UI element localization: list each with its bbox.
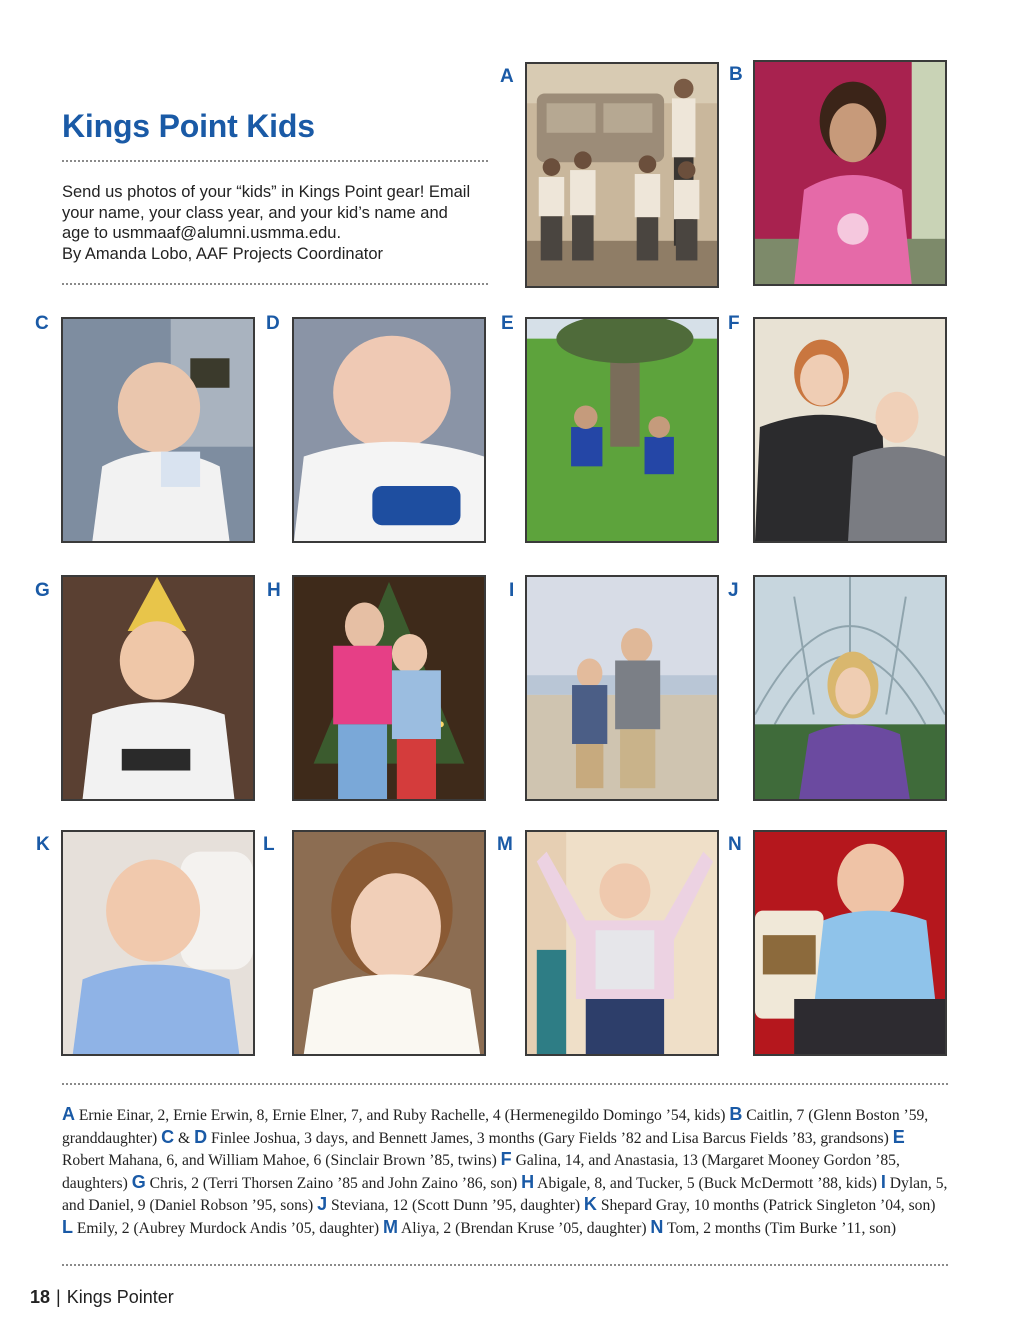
photo-label-i: I [509,580,515,601]
caption-letter-h: H [521,1171,535,1192]
photo-l [292,830,486,1056]
caption-letter-b: B [729,1104,743,1124]
page-number: 18 [30,1287,51,1307]
photo-i [525,575,719,801]
caption-letter-j: J [317,1194,328,1215]
photo-label-l: L [263,834,275,855]
intro-line: Send us photos of your “kids” in Kings Point gear! Email [62,183,471,201]
photo-label-d: D [266,313,280,334]
photo-label-f: F [728,313,740,334]
intro-byline: By Amanda Lobo, AAF Projects Coordinator [62,244,384,263]
caption-text-e: Robert Mahana, 6, and William Mahoe, 6 (Sinclair Brown ’85, twins) [62,1152,501,1170]
photo-label-j: J [728,580,739,601]
photo-b [753,60,947,286]
page-footer [30,1287,174,1308]
caption-text-k: Shepard Gray, 10 months (Patrick Singleton ’04, son) [596,1197,936,1215]
photo-e [525,317,719,543]
divider-bottom [62,1264,948,1266]
photo-k [61,830,255,1056]
caption-text-c: & [174,1129,195,1147]
caption-letter-n: N [650,1216,664,1237]
photo-label-g: G [35,580,50,601]
caption-letter-d: D [194,1126,208,1147]
divider-captions [62,1083,948,1085]
photo-label-c: C [35,313,49,334]
caption-text-d: Finlee Joshua, 3 days, and Bennett James, 3 months (Gary Fields ’82 and Lisa Barcus Fields ’83, grandsons) [207,1129,893,1147]
photo-n [753,830,947,1056]
intro-line: age to usmmaaf@alumni.usmma.edu. [62,224,342,242]
caption-text-l: Emily, 2 (Aubrey Murdock Andis ’05, daughter) [73,1219,383,1237]
caption-letter-l: L [62,1216,73,1237]
photo-label-b: B [729,64,743,85]
photo-j [753,575,947,801]
divider-intro [62,283,488,285]
photo-label-k: K [36,834,50,855]
publication-name: Kings Pointer [66,1287,174,1307]
caption-text-g: Chris, 2 (Terri Thorsen Zaino ’85 and John Zaino ’86, son) [145,1174,522,1192]
photo-label-m: M [497,834,513,855]
caption-text-h: Abigale, 8, and Tucker, 5 (Buck McDermott ’88, kids) [534,1174,881,1192]
caption-letter-c: C [161,1126,175,1147]
photo-g [61,575,255,801]
photo-captions [62,1104,950,1240]
photo-d [292,317,486,543]
page-title: Kings Point Kids [62,108,315,144]
caption-text-f: Galina, 14, and Anastasia, 13 (Margaret Mooney Gordon ’85, daughters) [62,1152,900,1192]
divider-top [62,160,488,162]
photo-c [61,317,255,543]
intro-text [62,182,492,264]
photo-label-e: E [501,313,514,334]
photo-f [753,317,947,543]
photo-label-h: H [267,580,281,601]
caption-letter-f: F [500,1149,512,1170]
footer-separator: | [56,1287,61,1307]
photo-h [292,575,486,801]
caption-text-n: Tom, 2 months (Tim Burke ’11, son) [663,1219,897,1237]
photo-label-n: N [728,834,742,855]
caption-text-b: Caitlin, 7 (Glenn Boston ’59, granddaughter) [62,1107,929,1147]
caption-letter-k: K [583,1194,597,1215]
caption-letter-i: I [880,1171,886,1192]
photo-a [525,62,719,288]
intro-line: your name, your class year, and your kid’s name and [62,203,448,222]
photo-m [525,830,719,1056]
photo-label-a: A [500,66,514,87]
caption-letter-a: A [62,1104,75,1124]
caption-letter-m: M [382,1216,398,1237]
caption-letter-g: G [131,1171,146,1192]
caption-text-j: Steviana, 12 (Scott Dunn ’95, daughter) [327,1197,584,1215]
caption-text-i: Dylan, 5, and Daniel, 9 (Daniel Robson ’95, sons) [62,1174,948,1215]
caption-text-m: Aliya, 2 (Brendan Kruse ’05, daughter) [397,1219,651,1237]
caption-letter-e: E [892,1126,905,1147]
caption-text-a: Ernie Einar, 2, Ernie Erwin, 8, Ernie Elner, 7, and Ruby Rachelle, 4 (Hermenegildo Domingo ’54, kids) [75,1107,730,1124]
